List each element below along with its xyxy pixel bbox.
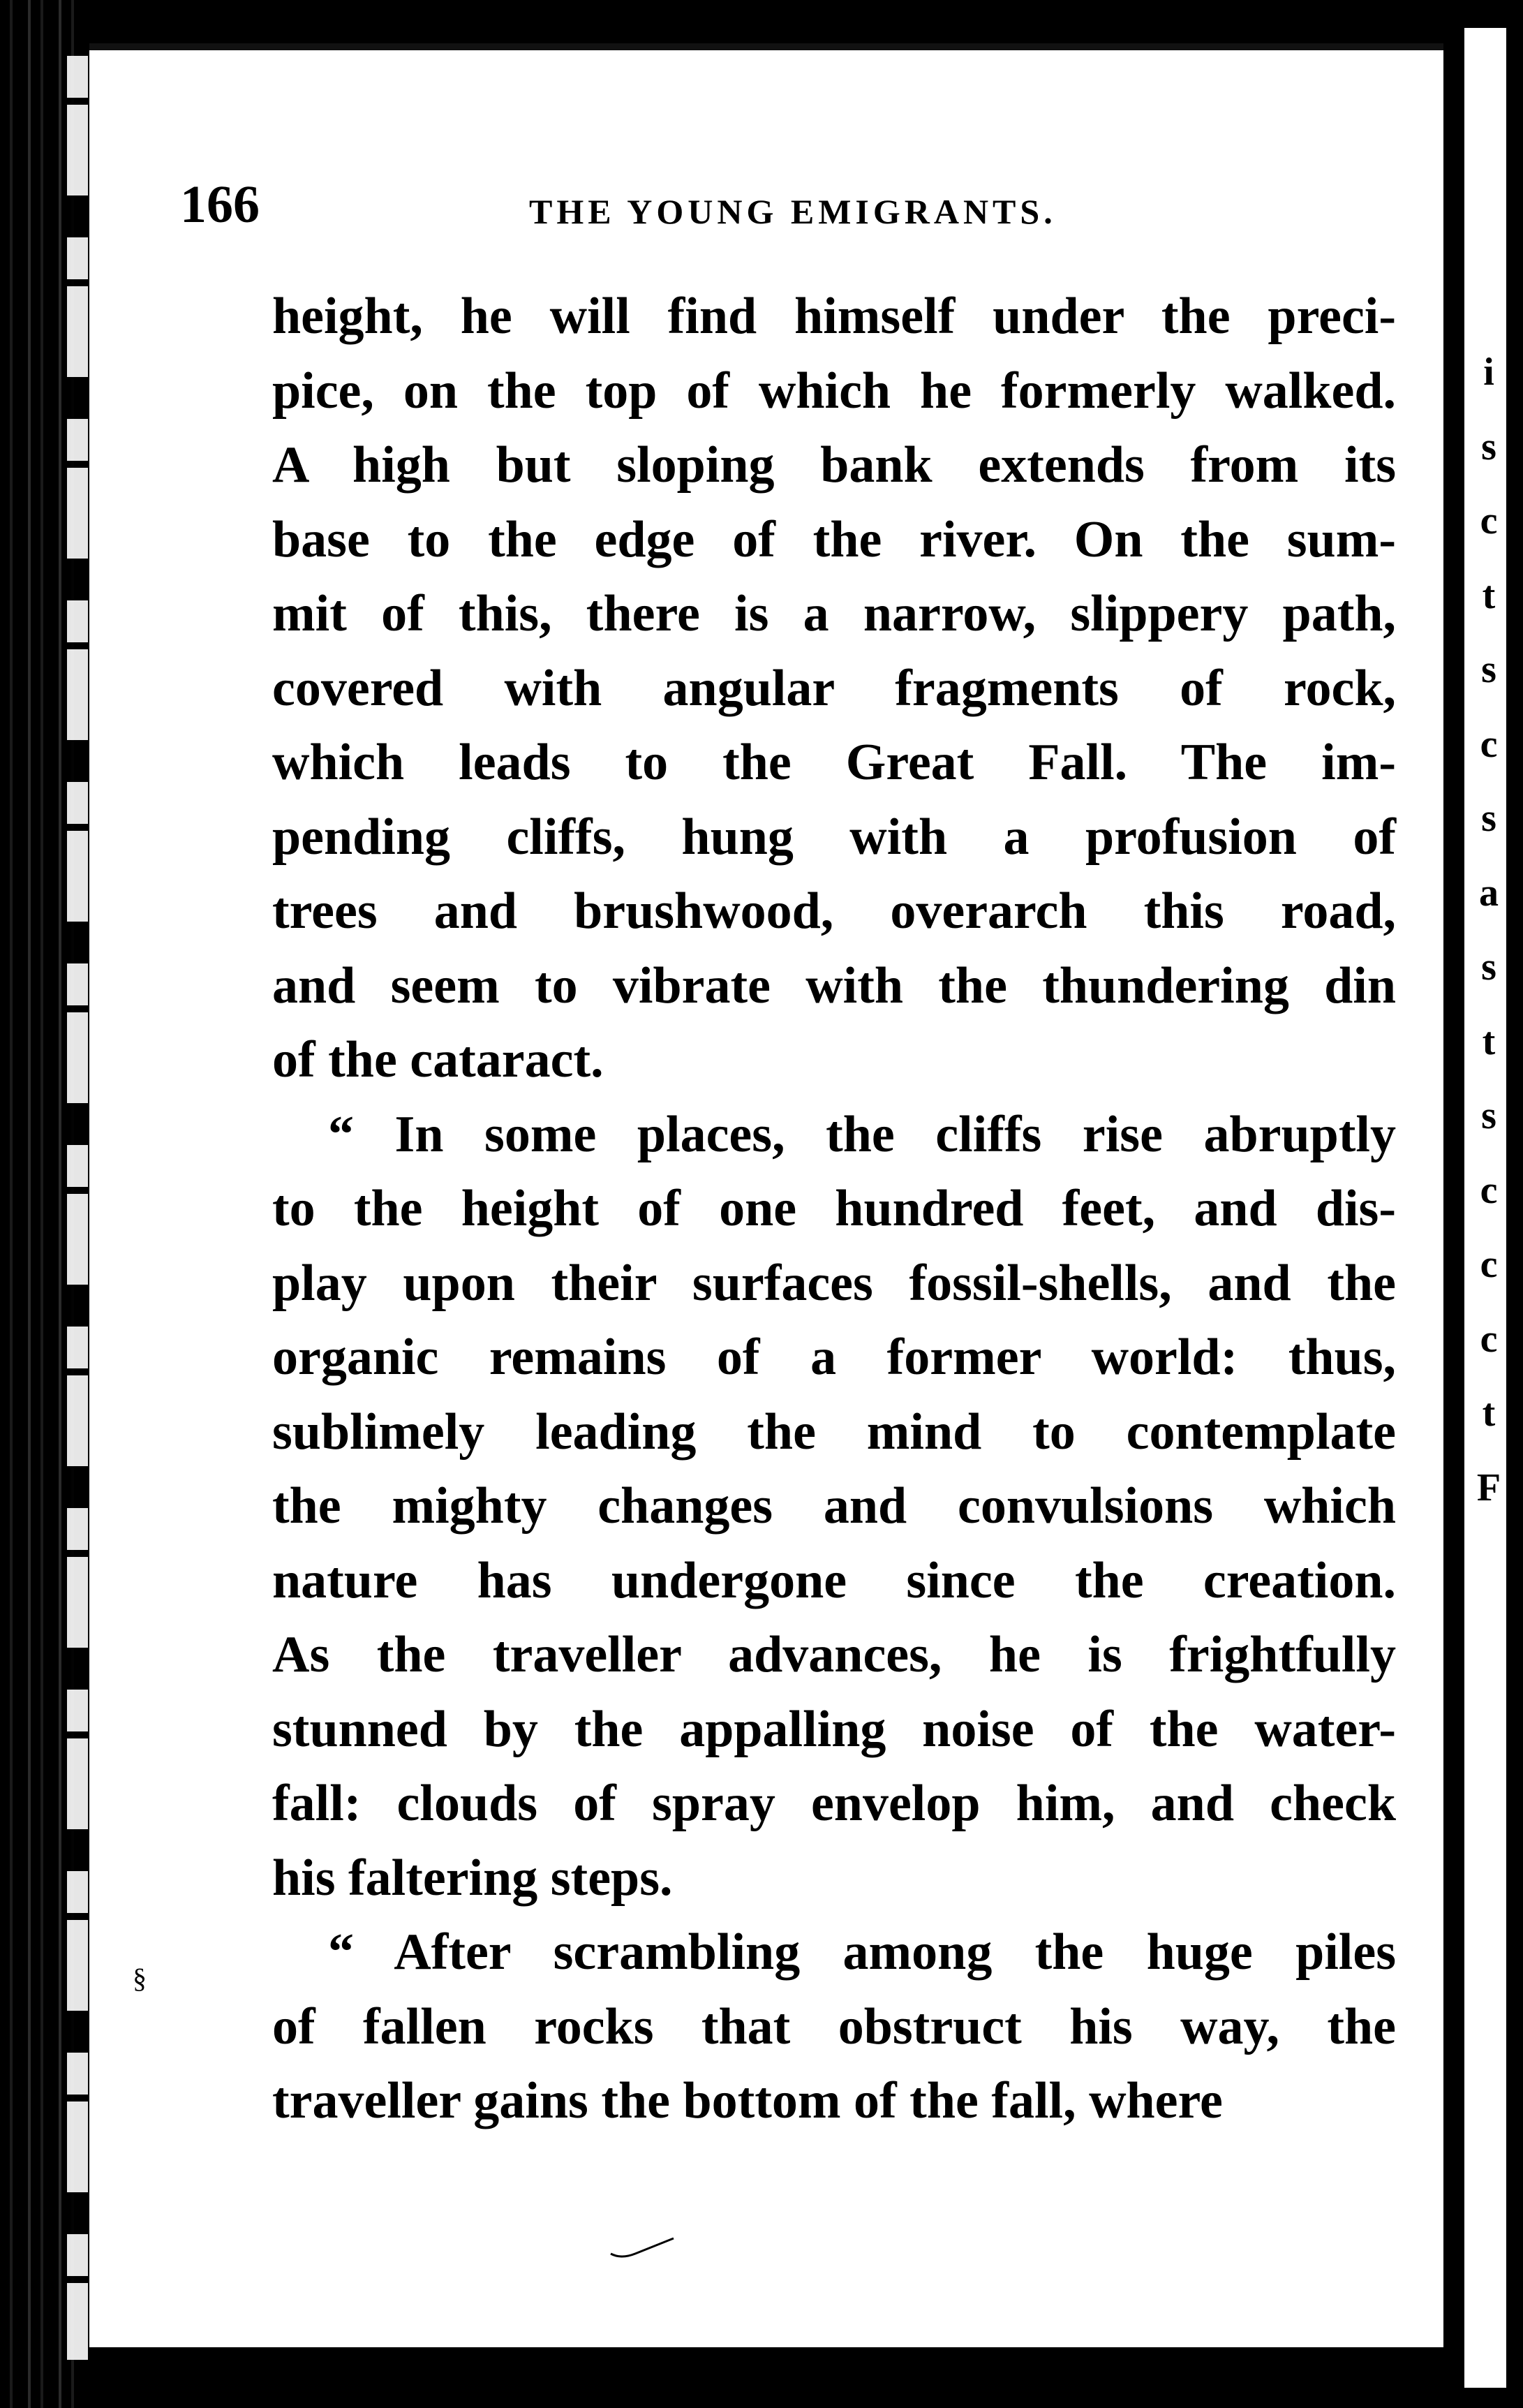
edge-letter: s <box>1481 648 1496 691</box>
text-line: play upon their surfaces fossil-shells, and the <box>272 1254 1396 1312</box>
text-line: traveller gains the bottom of the fall, where <box>272 2072 1223 2129</box>
paragraph <box>272 1915 1396 2139</box>
text-line: pice, on the top of which he formerly walked. <box>272 362 1396 420</box>
edge-letter: s <box>1481 945 1496 989</box>
text-line: and seem to vibrate with the thundering din <box>272 956 1396 1014</box>
text-line: “ In some places, the cliffs rise abruptly <box>328 1105 1396 1163</box>
text-line: to the height of one hundred feet, and dis- <box>272 1180 1396 1237</box>
text-line: A high but sloping bank extends from its <box>272 436 1396 494</box>
paragraph <box>272 1098 1396 1916</box>
text-line: pending cliffs, hung with a profusion of <box>272 808 1396 866</box>
text-line: mit of this, there is a narrow, slippery path, <box>272 585 1396 642</box>
edge-letter: c <box>1480 1168 1498 1212</box>
page-header <box>180 175 1192 251</box>
edge-letter: c <box>1480 499 1498 542</box>
text-line: fall: clouds of spray envelop him, and check <box>272 1775 1396 1832</box>
text-line: of fallen rocks that obstruct his way, the <box>272 1997 1396 2055</box>
edge-letter: i <box>1483 350 1494 394</box>
text-line: covered with angular fragments of rock, <box>272 659 1396 717</box>
text-line: of the cataract. <box>272 1031 604 1088</box>
text-line: organic remains of a former world: thus, <box>272 1329 1396 1386</box>
left-binding-stripe <box>67 56 88 2360</box>
edge-letter: t <box>1482 1019 1496 1063</box>
edge-letter: a <box>1479 871 1499 915</box>
text-line: “ After scrambling among the huge piles <box>328 1923 1396 1981</box>
edge-letter: c <box>1480 1243 1498 1286</box>
pen-stroke-mark <box>607 2234 677 2262</box>
paragraph <box>272 279 1396 1098</box>
edge-letter: s <box>1481 1094 1496 1137</box>
edge-letter: s <box>1481 797 1496 840</box>
text-line: base to the edge of the river. On the sum- <box>272 510 1396 568</box>
text-line: nature has undergone since the creation. <box>272 1551 1396 1609</box>
text-line: As the traveller advances, he is frightfully <box>272 1626 1396 1683</box>
text-line: trees and brushwood, overarch this road, <box>272 882 1396 940</box>
margin-mark: § <box>133 1963 147 1994</box>
edge-letter: c <box>1480 1317 1498 1361</box>
text-line: stunned by the appalling noise of the water- <box>272 1700 1396 1758</box>
page-number: 166 <box>180 175 260 234</box>
edge-letter: F <box>1476 1465 1501 1509</box>
text-line: height, he will find himself under the preci- <box>272 288 1396 345</box>
adjacent-page-letters <box>1464 335 1513 1525</box>
edge-letter: t <box>1482 1391 1496 1435</box>
text-line: sublimely leading the mind to contemplate <box>272 1403 1396 1461</box>
edge-letter: c <box>1480 722 1498 766</box>
text-line: which leads to the Great Fall. The im- <box>272 734 1396 791</box>
edge-letter: s <box>1481 424 1496 468</box>
body-text <box>272 279 1396 2139</box>
running-head: THE YOUNG EMIGRANTS. <box>529 192 1057 231</box>
edge-letter: t <box>1482 573 1496 617</box>
text-line: the mighty changes and convulsions which <box>272 1477 1396 1535</box>
text-line: his faltering steps. <box>272 1849 673 1907</box>
